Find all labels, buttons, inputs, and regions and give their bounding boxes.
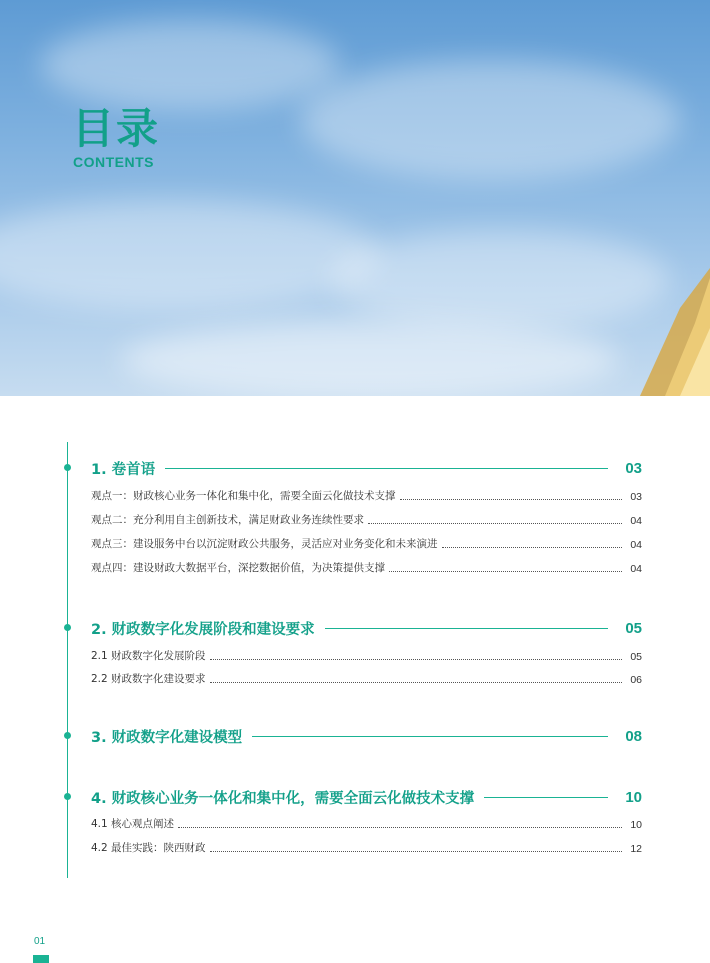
dot-leader	[210, 682, 622, 683]
page-marker-bar	[33, 955, 49, 963]
toc-item[interactable]	[91, 487, 642, 503]
toc-section-2[interactable]	[91, 617, 642, 639]
section-title: 1. 卷首语	[91, 461, 156, 478]
page-number: 01	[34, 936, 46, 947]
item-page: 04	[630, 515, 642, 527]
section-title: 3. 财政数字化建设模型	[91, 729, 243, 746]
section-1-dot	[64, 464, 71, 471]
item-label: 观点一：财政核心业务一体化和集中化，需要全面云化做技术支撑	[91, 490, 396, 502]
item-page: 04	[630, 563, 642, 575]
toc-item[interactable]	[91, 815, 642, 831]
item-label: 4.2 最佳实践：陕西财政	[91, 842, 206, 854]
section-4-dot	[64, 793, 71, 800]
toc-item[interactable]	[91, 647, 642, 663]
toc-item[interactable]	[91, 535, 642, 551]
toc-item[interactable]	[91, 670, 642, 686]
section-title: 2. 财政数字化发展阶段和建设要求	[91, 621, 315, 638]
item-label: 观点二：充分利用自主创新技术，满足财政业务连续性要求	[91, 514, 364, 526]
section-3-dot	[64, 732, 71, 739]
toc-timeline-line	[67, 442, 68, 878]
section-2-dot	[64, 624, 71, 631]
cover-sky-image	[0, 0, 710, 396]
dot-leader	[389, 571, 622, 572]
item-label: 4.1 核心观点阐述	[91, 818, 175, 830]
dot-leader	[368, 523, 622, 524]
dot-leader	[210, 851, 622, 852]
section-page: 10	[625, 788, 642, 806]
item-page: 05	[630, 651, 642, 663]
item-label: 观点四：建设财政大数据平台，深挖数据价值，为决策提供支撑	[91, 562, 385, 574]
dot-leader	[210, 659, 622, 660]
section-rule	[484, 797, 608, 798]
page-title: 目录	[72, 104, 161, 153]
section-page: 03	[625, 459, 642, 477]
item-page: 12	[630, 843, 642, 855]
item-page: 06	[630, 674, 642, 686]
item-label: 观点三：建设服务中台以沉淀财政公共服务，灵活应对业务变化和未来演进	[91, 538, 438, 550]
section-rule	[252, 736, 608, 737]
section-page: 08	[625, 727, 642, 745]
toc-section-3[interactable]	[91, 725, 642, 747]
item-page: 10	[630, 819, 642, 831]
item-page: 03	[630, 491, 642, 503]
building-image	[620, 268, 710, 396]
toc-section-1[interactable]	[91, 457, 642, 479]
section-rule	[325, 628, 608, 629]
item-page: 04	[630, 539, 642, 551]
section-rule	[165, 468, 608, 469]
section-title: 4. 财政核心业务一体化和集中化，需要全面云化做技术支撑	[91, 790, 475, 807]
toc-item[interactable]	[91, 559, 642, 575]
dot-leader	[178, 827, 622, 828]
toc-item[interactable]	[91, 511, 642, 527]
item-label: 2.1 财政数字化发展阶段	[91, 650, 206, 662]
dot-leader	[442, 547, 623, 548]
toc-item[interactable]	[91, 839, 642, 855]
page-subtitle: CONTENTS	[73, 154, 154, 170]
dot-leader	[400, 499, 623, 500]
section-page: 05	[625, 619, 642, 637]
item-label: 2.2 财政数字化建设要求	[91, 673, 206, 685]
toc-section-4[interactable]	[91, 786, 642, 808]
